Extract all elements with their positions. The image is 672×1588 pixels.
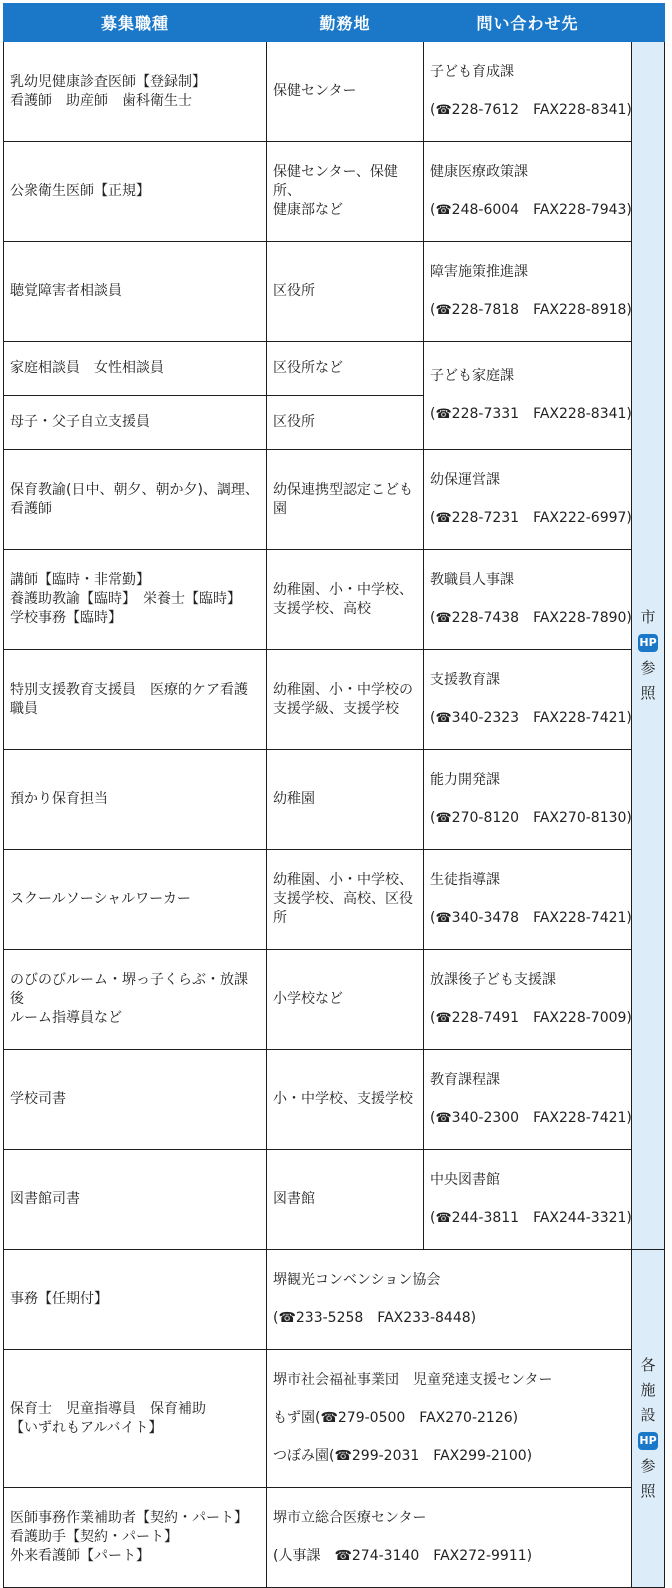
phone-icon: ☎ <box>435 1011 452 1026</box>
job-cell: スクールソーシャルワーカー <box>4 850 267 950</box>
contact-numbers: (☎228-7612 FAX228-8341) <box>430 102 632 118</box>
contact-numbers: (☎228-7491 FAX228-7009) <box>430 1010 632 1026</box>
contact-fax: 228-8341 <box>559 406 627 422</box>
job-table <box>3 3 665 1588</box>
job-cell: 聴覚障害者相談員 <box>4 242 267 342</box>
job-cell: 学校司書 <box>4 1050 267 1150</box>
facility-numbers: (人事課 ☎274-3140 FAX272-9911) <box>273 1548 533 1564</box>
contact-dept: 放課後子ども支援課 <box>430 972 556 988</box>
job-cell: 特別支援教育支援員 医療的ケア看護 職員 <box>4 650 267 750</box>
place-cell: 幼稚園、小・中学校の 支援学級、支援学校 <box>267 650 424 750</box>
table-row <box>4 950 665 1050</box>
job-cell: 講師【臨時・非常勤】 養護助教諭【臨時】 栄養士【臨時】 学校事務【臨時】 <box>4 550 267 650</box>
facility-name: 堺市社会福祉事業団 児童発達支援センター <box>273 1372 553 1388</box>
contact-fax: 228-7009 <box>559 1010 627 1026</box>
side-label-city <box>632 42 665 1250</box>
phone-icon: ☎ <box>435 1211 452 1226</box>
header-job: 募集職種 <box>4 4 267 42</box>
contact-cell <box>424 242 632 342</box>
contact-numbers: (☎340-2323 FAX228-7421) <box>430 710 632 726</box>
contact-dept: 支援教育課 <box>430 672 500 688</box>
place-cell: 区役所 <box>267 396 424 450</box>
contact-cell <box>424 550 632 650</box>
place-cell: 区役所など <box>267 342 424 396</box>
contact-fax: 222-6997 <box>559 510 627 526</box>
side-char: 各 <box>640 1355 656 1374</box>
table-row <box>4 1250 665 1350</box>
contact-cell <box>424 42 632 142</box>
facility-numbers: つぼみ園(☎299-2031 FAX299-2100) <box>273 1448 533 1464</box>
phone-icon: ☎ <box>435 1111 452 1126</box>
phone-icon: ☎ <box>435 103 452 118</box>
contact-tel: 340-3478 <box>451 910 520 926</box>
table-row <box>4 650 665 750</box>
contact-numbers: (☎340-2300 FAX228-7421) <box>430 1110 632 1126</box>
table-row <box>4 342 665 396</box>
side-label-facility <box>632 1250 665 1588</box>
side-char: 市 <box>640 607 656 626</box>
contact-numbers: (☎248-6004 FAX228-7943) <box>430 202 632 218</box>
phone-icon: ☎ <box>435 407 452 422</box>
job-cell: 家庭相談員 女性相談員 <box>4 342 267 396</box>
facility-name: 堺市立総合医療センター <box>273 1510 427 1526</box>
contact-dept: 教職員人事課 <box>430 572 514 588</box>
place-cell: 小学校など <box>267 950 424 1050</box>
contact-dept: 幼保運営課 <box>430 472 500 488</box>
contact-cell <box>424 650 632 750</box>
contact-tel: 340-2300 <box>451 1110 520 1126</box>
side-char: 設 <box>640 1405 656 1424</box>
contact-fax: 228-7890 <box>559 610 627 626</box>
table-row <box>4 1350 665 1488</box>
contact-dept: 健康医療政策課 <box>430 164 528 180</box>
contact-tel: 248-6004 <box>451 202 520 218</box>
table-row <box>4 142 665 242</box>
phone-icon: ☎ <box>435 711 452 726</box>
contact-tel: 244-3811 <box>451 1210 520 1226</box>
facility-contact-cell <box>267 1250 632 1350</box>
phone-icon: ☎ <box>435 911 452 926</box>
contact-dept: 生徒指導課 <box>430 872 500 888</box>
contact-numbers: (☎228-7231 FAX222-6997) <box>430 510 632 526</box>
place-cell: 幼稚園、小・中学校、 支援学校、高校 <box>267 550 424 650</box>
table-row <box>4 750 665 850</box>
contact-dept: 能力開発課 <box>430 772 500 788</box>
contact-cell <box>424 1050 632 1150</box>
contact-dept: 教育課程課 <box>430 1072 500 1088</box>
facility-contact-cell <box>267 1350 632 1488</box>
contact-fax: 228-7421 <box>559 710 627 726</box>
table-row <box>4 550 665 650</box>
contact-dept: 障害施策推進課 <box>430 264 528 280</box>
phone-icon: ☎ <box>435 203 452 218</box>
contact-tel: 340-2323 <box>451 710 520 726</box>
table-row <box>4 1488 665 1588</box>
facility-contact-cell <box>267 1488 632 1588</box>
place-cell: 幼保連携型認定こども 園 <box>267 450 424 550</box>
place-cell: 幼稚園 <box>267 750 424 850</box>
contact-fax: 228-7421 <box>559 1110 627 1126</box>
contact-dept: 子ども家庭課 <box>430 368 514 384</box>
phone-icon: ☎ <box>435 511 452 526</box>
header-contact: 問い合わせ先 <box>424 4 632 42</box>
side-char: 照 <box>640 1481 656 1500</box>
side-char: 参 <box>640 1456 656 1475</box>
phone-icon: ☎ <box>435 303 452 318</box>
table-row <box>4 42 665 142</box>
phone-icon: ☎ <box>435 811 452 826</box>
contact-cell <box>424 950 632 1050</box>
hp-badge-icon: HP <box>638 634 658 652</box>
job-cell: 事務【任期付】 <box>4 1250 267 1350</box>
contact-cell <box>424 750 632 850</box>
contact-tel: 228-7491 <box>451 1010 520 1026</box>
contact-cell <box>424 450 632 550</box>
contact-dept: 子ども育成課 <box>430 64 514 80</box>
table-row <box>4 1150 665 1250</box>
hp-badge-icon: HP <box>638 1432 658 1450</box>
place-cell: 図書館 <box>267 1150 424 1250</box>
job-table-container <box>3 3 664 1588</box>
contact-fax: 244-3321 <box>559 1210 627 1226</box>
side-char: 施 <box>640 1380 656 1399</box>
phone-icon: ☎ <box>435 611 452 626</box>
contact-cell <box>424 1150 632 1250</box>
contact-tel: 270-8120 <box>451 810 520 826</box>
contact-tel: 228-7818 <box>451 302 520 318</box>
table-row <box>4 1050 665 1150</box>
job-cell: 医師事務作業補助者【契約・パート】 看護助手【契約・パート】 外来看護師【パート】 <box>4 1488 267 1588</box>
job-cell: 公衆衛生医師【正規】 <box>4 142 267 242</box>
table-row <box>4 242 665 342</box>
job-cell: 乳幼児健康診査医師【登録制】 看護師 助産師 歯科衛生士 <box>4 42 267 142</box>
contact-tel: 228-7438 <box>451 610 520 626</box>
job-cell: 図書館司書 <box>4 1150 267 1250</box>
job-cell: 預かり保育担当 <box>4 750 267 850</box>
place-cell: 保健センター <box>267 42 424 142</box>
side-char: 参 <box>640 658 656 677</box>
contact-tel: 228-7331 <box>451 406 520 422</box>
contact-numbers: (☎270-8120 FAX270-8130) <box>430 810 632 826</box>
side-char: 照 <box>640 683 656 702</box>
place-cell: 幼稚園、小・中学校、 支援学校、高校、区役所 <box>267 850 424 950</box>
facility-name: 堺観光コンベンション協会 <box>273 1272 441 1288</box>
contact-dept: 中央図書館 <box>430 1172 500 1188</box>
contact-tel: 228-7612 <box>451 102 520 118</box>
contact-fax: 228-7421 <box>559 910 627 926</box>
table-row <box>4 850 665 950</box>
contact-fax: 228-7943 <box>559 202 627 218</box>
contact-numbers: (☎340-3478 FAX228-7421) <box>430 910 632 926</box>
contact-fax: 228-8341 <box>559 102 627 118</box>
contact-numbers: (☎228-7818 FAX228-8918) <box>430 302 632 318</box>
contact-cell <box>424 142 632 242</box>
header-row <box>4 4 665 42</box>
place-cell: 保健センター、保健所、 健康部など <box>267 142 424 242</box>
contact-fax: 228-8918 <box>559 302 627 318</box>
place-cell: 区役所 <box>267 242 424 342</box>
contact-numbers: (☎244-3811 FAX244-3321) <box>430 1210 632 1226</box>
contact-numbers: (☎228-7438 FAX228-7890) <box>430 610 632 626</box>
job-cell: のびのびルーム・堺っ子くらぶ・放課後 ルーム指導員など <box>4 950 267 1050</box>
contact-cell <box>424 342 632 450</box>
facility-numbers: (☎233-5258 FAX233-8448) <box>273 1310 477 1326</box>
contact-fax: 270-8130 <box>559 810 627 826</box>
job-cell: 保育士 児童指導員 保育補助 【いずれもアルバイト】 <box>4 1350 267 1488</box>
table-row <box>4 450 665 550</box>
header-place: 勤務地 <box>267 4 424 42</box>
facility-numbers: もず園(☎279-0500 FAX270-2126) <box>273 1410 519 1426</box>
header-side-blank <box>632 4 665 42</box>
place-cell: 小・中学校、支援学校 <box>267 1050 424 1150</box>
contact-cell <box>424 850 632 950</box>
contact-tel: 228-7231 <box>451 510 520 526</box>
contact-numbers: (☎228-7331 FAX228-8341) <box>430 406 632 422</box>
job-cell: 母子・父子自立支援員 <box>4 396 267 450</box>
job-cell: 保育教諭(日中、朝夕、朝か夕)、調理、 看護師 <box>4 450 267 550</box>
